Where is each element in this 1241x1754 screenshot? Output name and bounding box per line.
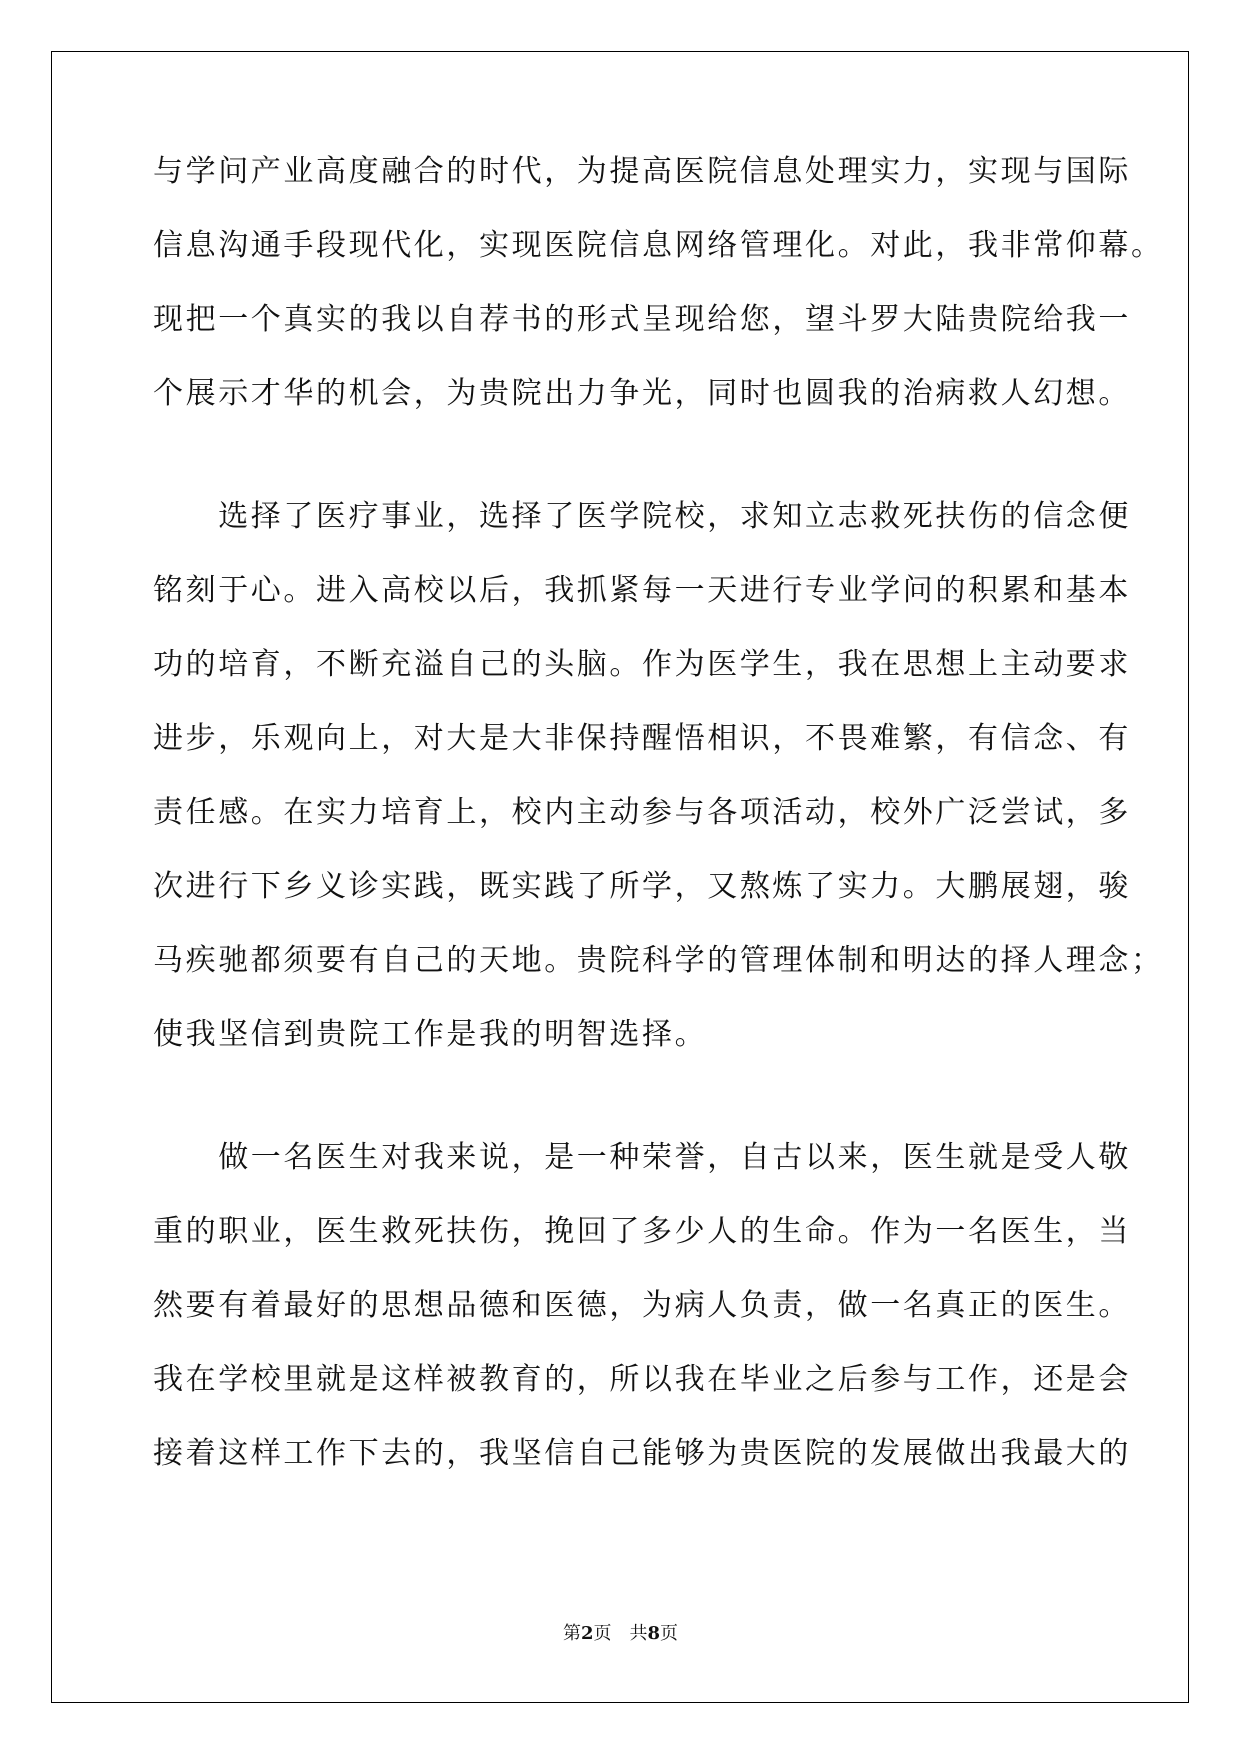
text-line: 个展示才华的机会，为贵院出力争光，同时也圆我的治病救人幻想。 xyxy=(153,376,1131,411)
page-number: 2 xyxy=(580,1623,594,1644)
total-prefix: 共 xyxy=(629,1623,648,1644)
page-prefix: 第 xyxy=(562,1623,581,1644)
text-line: 我在学校里就是这样被教育的，所以我在毕业之后参与工作，还是会 xyxy=(153,1362,1131,1397)
total-pages: 8 xyxy=(647,1623,661,1644)
page-footer xyxy=(0,1622,1241,1646)
text-line: 选择了医疗事业，选择了医学院校，求知立志救死扶伤的信念便 xyxy=(153,499,1131,534)
text-line: 次进行下乡义诊实践，既实践了所学，又熬炼了实力。大鹏展翅，骏 xyxy=(153,869,1131,904)
text-line: 做一名医生对我来说，是一种荣誉，自古以来，医生就是受人敬 xyxy=(153,1140,1131,1175)
text-line: 功的培育，不断充溢自己的头脑。作为医学生，我在思想上主动要求 xyxy=(153,647,1131,682)
text-line: 使我坚信到贵院工作是我的明智选择。 xyxy=(153,1017,708,1052)
text-line: 然要有着最好的思想品德和医德，为病人负责，做一名真正的医生。 xyxy=(153,1288,1131,1323)
text-line: 接着这样工作下去的，我坚信自己能够为贵医院的发展做出我最大的 xyxy=(153,1436,1131,1471)
text-line: 马疾驰都须要有自己的天地。贵院科学的管理体制和明达的择人理念； xyxy=(153,943,1164,978)
page-suffix: 页 xyxy=(593,1623,612,1644)
text-line: 与学问产业高度融合的时代，为提高医院信息处理实力，实现与国际 xyxy=(153,154,1131,189)
text-line: 责任感。在实力培育上，校内主动参与各项活动，校外广泛尝试，多 xyxy=(153,795,1131,830)
text-line: 现把一个真实的我以自荐书的形式呈现给您，望斗罗大陆贵院给我一 xyxy=(153,302,1131,337)
total-suffix: 页 xyxy=(660,1623,679,1644)
text-line: 信息沟通手段现代化，实现医院信息网络管理化。对此，我非常仰幕。 xyxy=(153,228,1164,263)
text-line: 进步，乐观向上，对大是大非保持醒悟相识，不畏难繁，有信念、有 xyxy=(153,721,1131,756)
text-line: 重的职业，医生救死扶伤，挽回了多少人的生命。作为一名医生，当 xyxy=(153,1214,1131,1249)
text-line: 铭刻于心。进入高校以后，我抓紧每一天进行专业学问的积累和基本 xyxy=(153,573,1131,608)
